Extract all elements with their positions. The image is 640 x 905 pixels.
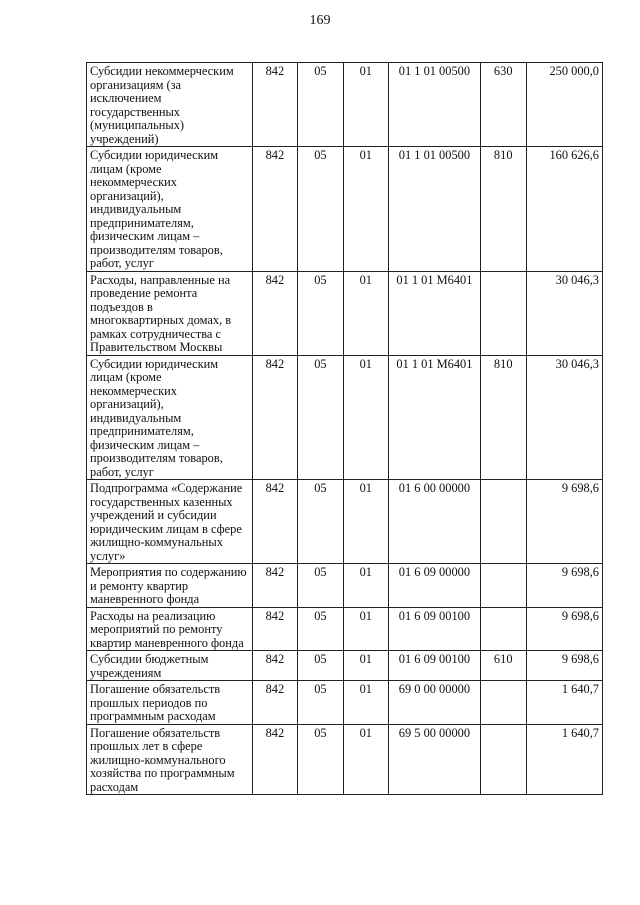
cell-subsection: 01 [343, 681, 388, 725]
cell-target-article: 01 1 01 00500 [388, 147, 480, 272]
cell-amount: 30 046,3 [526, 355, 602, 480]
cell-expense-type: 810 [480, 355, 526, 480]
cell-section: 05 [298, 271, 343, 355]
page-number: 169 [309, 13, 331, 28]
cell-ved-code: 842 [252, 564, 298, 608]
cell-expense-type [480, 564, 526, 608]
table-row [87, 355, 603, 480]
cell-name: Мероприятия по содержанию и ремонту квартир маневренного фонда [87, 564, 253, 608]
cell-amount: 160 626,6 [526, 147, 602, 272]
cell-section: 05 [298, 63, 343, 147]
cell-subsection: 01 [343, 564, 388, 608]
cell-target-article: 01 6 09 00100 [388, 651, 480, 681]
table-row [87, 147, 603, 272]
cell-name: Расходы, направленные на проведение ремонта подъездов в многоквартирных домах, в рамках сотрудничества с Правительством Москвы [87, 271, 253, 355]
cell-target-article: 01 1 01 М6401 [388, 271, 480, 355]
cell-amount: 1 640,7 [526, 681, 602, 725]
cell-amount: 250 000,0 [526, 63, 602, 147]
table-row [87, 63, 603, 147]
cell-ved-code: 842 [252, 355, 298, 480]
cell-ved-code: 842 [252, 271, 298, 355]
table-row [87, 607, 603, 651]
cell-section: 05 [298, 147, 343, 272]
cell-target-article: 01 6 09 00000 [388, 564, 480, 608]
cell-expense-type [480, 480, 526, 564]
cell-ved-code: 842 [252, 651, 298, 681]
cell-subsection: 01 [343, 480, 388, 564]
cell-target-article: 69 5 00 00000 [388, 724, 480, 795]
cell-ved-code: 842 [252, 724, 298, 795]
cell-ved-code: 842 [252, 147, 298, 272]
cell-target-article: 01 6 09 00100 [388, 607, 480, 651]
cell-target-article: 69 0 00 00000 [388, 681, 480, 725]
cell-section: 05 [298, 564, 343, 608]
table-row [87, 480, 603, 564]
cell-section: 05 [298, 681, 343, 725]
cell-name: Погашение обязательств прошлых периодов по программным расходам [87, 681, 253, 725]
cell-target-article: 01 1 01 00500 [388, 63, 480, 147]
cell-ved-code: 842 [252, 681, 298, 725]
cell-amount: 9 698,6 [526, 564, 602, 608]
budget-table [86, 62, 603, 795]
table-row [87, 564, 603, 608]
cell-name: Расходы на реализацию мероприятий по ремонту квартир маневренного фонда [87, 607, 253, 651]
cell-section: 05 [298, 651, 343, 681]
cell-subsection: 01 [343, 147, 388, 272]
cell-subsection: 01 [343, 63, 388, 147]
cell-subsection: 01 [343, 724, 388, 795]
cell-subsection: 01 [343, 271, 388, 355]
cell-name: Субсидии юридическим лицам (кроме некоммерческих организаций), индивидуальным предпринимателям, физическим лицам – производителям товаров, работ, услуг [87, 355, 253, 480]
cell-target-article: 01 1 01 М6401 [388, 355, 480, 480]
cell-name: Подпрограмма «Содержание государственных казенных учреждений и субсидии юридическим лицам в сфере жилищно-коммунальных услуг» [87, 480, 253, 564]
cell-section: 05 [298, 724, 343, 795]
cell-amount: 9 698,6 [526, 651, 602, 681]
cell-expense-type [480, 607, 526, 651]
table-row [87, 724, 603, 795]
cell-section: 05 [298, 355, 343, 480]
cell-amount: 30 046,3 [526, 271, 602, 355]
cell-name: Погашение обязательств прошлых лет в сфере жилищно-коммунального хозяйства по программным расходам [87, 724, 253, 795]
cell-expense-type [480, 724, 526, 795]
table-row [87, 651, 603, 681]
cell-amount: 9 698,6 [526, 607, 602, 651]
cell-name: Субсидии бюджетным учреждениям [87, 651, 253, 681]
cell-target-article: 01 6 00 00000 [388, 480, 480, 564]
table-row [87, 681, 603, 725]
table-body [87, 63, 603, 795]
cell-section: 05 [298, 480, 343, 564]
cell-subsection: 01 [343, 651, 388, 681]
cell-ved-code: 842 [252, 63, 298, 147]
table-row [87, 271, 603, 355]
cell-expense-type [480, 271, 526, 355]
cell-ved-code: 842 [252, 607, 298, 651]
cell-subsection: 01 [343, 355, 388, 480]
cell-name: Субсидии юридическим лицам (кроме некоммерческих организаций), индивидуальным предпринимателям, физическим лицам – производителям товаров, работ, услуг [87, 147, 253, 272]
cell-name: Субсидии некоммерческим организациям (за исключением государственных (муниципальных) учреждений) [87, 63, 253, 147]
cell-expense-type: 810 [480, 147, 526, 272]
cell-amount: 1 640,7 [526, 724, 602, 795]
cell-expense-type: 630 [480, 63, 526, 147]
cell-subsection: 01 [343, 607, 388, 651]
cell-amount: 9 698,6 [526, 480, 602, 564]
cell-expense-type [480, 681, 526, 725]
cell-expense-type: 610 [480, 651, 526, 681]
cell-section: 05 [298, 607, 343, 651]
cell-ved-code: 842 [252, 480, 298, 564]
